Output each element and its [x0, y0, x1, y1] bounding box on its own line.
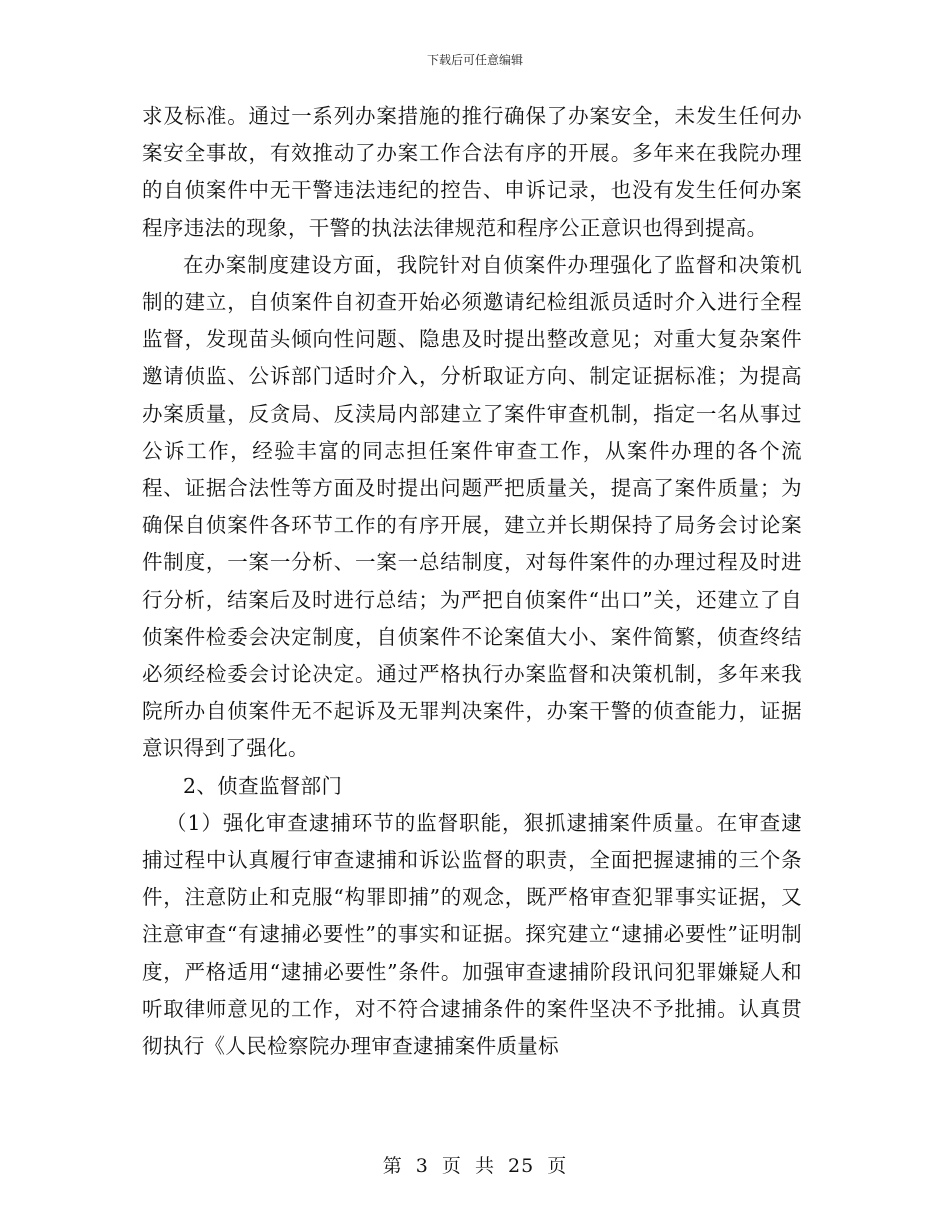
paragraph-1: 求及标准。通过一系列办案措施的推行确保了办案安全，未发生任何办案安全事故，有效推动了办案工作合法有序的开展。多年来在我院办理的自侦案件中无干警违法违纪的控告、申诉记录，也没有发生任何办案程序违法的现象，干警的执法法律规范和程序公正意识也得到提高。	[142, 104, 802, 240]
page-number: 第 3 页 共 25 页	[382, 1155, 568, 1177]
page-header-note: 下载后可任意编辑	[426, 53, 523, 67]
paragraph-3: （1）强化审查逮捕环节的监督职能，狠抓逮捕案件质量。在审查逮捕过程中认真履行审查逮捕和诉讼监督的职责，全面把握逮捕的三个条件，注意防止和克服“构罪即捕”的观念，既严格审查犯罪事实证据，又注意审查“有逮捕必要性”的事实和证据。探究建立“逮捕必要性”证明制度，严格适用“逮捕必要性”条件。加强审查逮捕阶段讯问犯罪嫌疑人和听取律师意见的工作，对不符合逮捕条件的案件坚决不予批捕。认真贯彻执行《人民检察院办理审查逮捕案件质量标	[142, 810, 802, 1059]
section-heading: 2、侦查监督部门	[183, 773, 343, 798]
paragraph-2: 在办案制度建设方面，我院针对自侦案件办理强化了监督和决策机制的建立，自侦案件自初查开始必须邀请纪检组派员适时介入进行全程监督，发现苗头倾向性问题、隐患及时提出整改意见；对重大复杂案件邀请侦监、公诉部门适时介入，分析取证方向、制定证据标准；为提高办案质量，反贪局、反渎局内部建立了案件审查机制，指定一名从事过公诉工作，经验丰富的同志担任案件审查工作，从案件办理的各个流程、证据合法性等方面及时提出问题严把质量关，提高了案件质量；为确保自侦案件各环节工作的有序开展，建立并长期保持了局务会讨论案件制度，一案一分析、一案一总结制度，对每件案件的办理过程及时进行分析，结案后及时进行总结；为严把自侦案件“出口”关，还建立了自侦案件检委会决定制度，自侦案件不论案值大小、案件简繁，侦查终结必须经检委会讨论决定。通过严格执行办案监督和决策机制，多年来我院所办自侦案件无不起诉及无罪判决案件，办案干警的侦查能力，证据意识得到了强化。	[142, 252, 802, 761]
document-body	[142, 98, 802, 1065]
